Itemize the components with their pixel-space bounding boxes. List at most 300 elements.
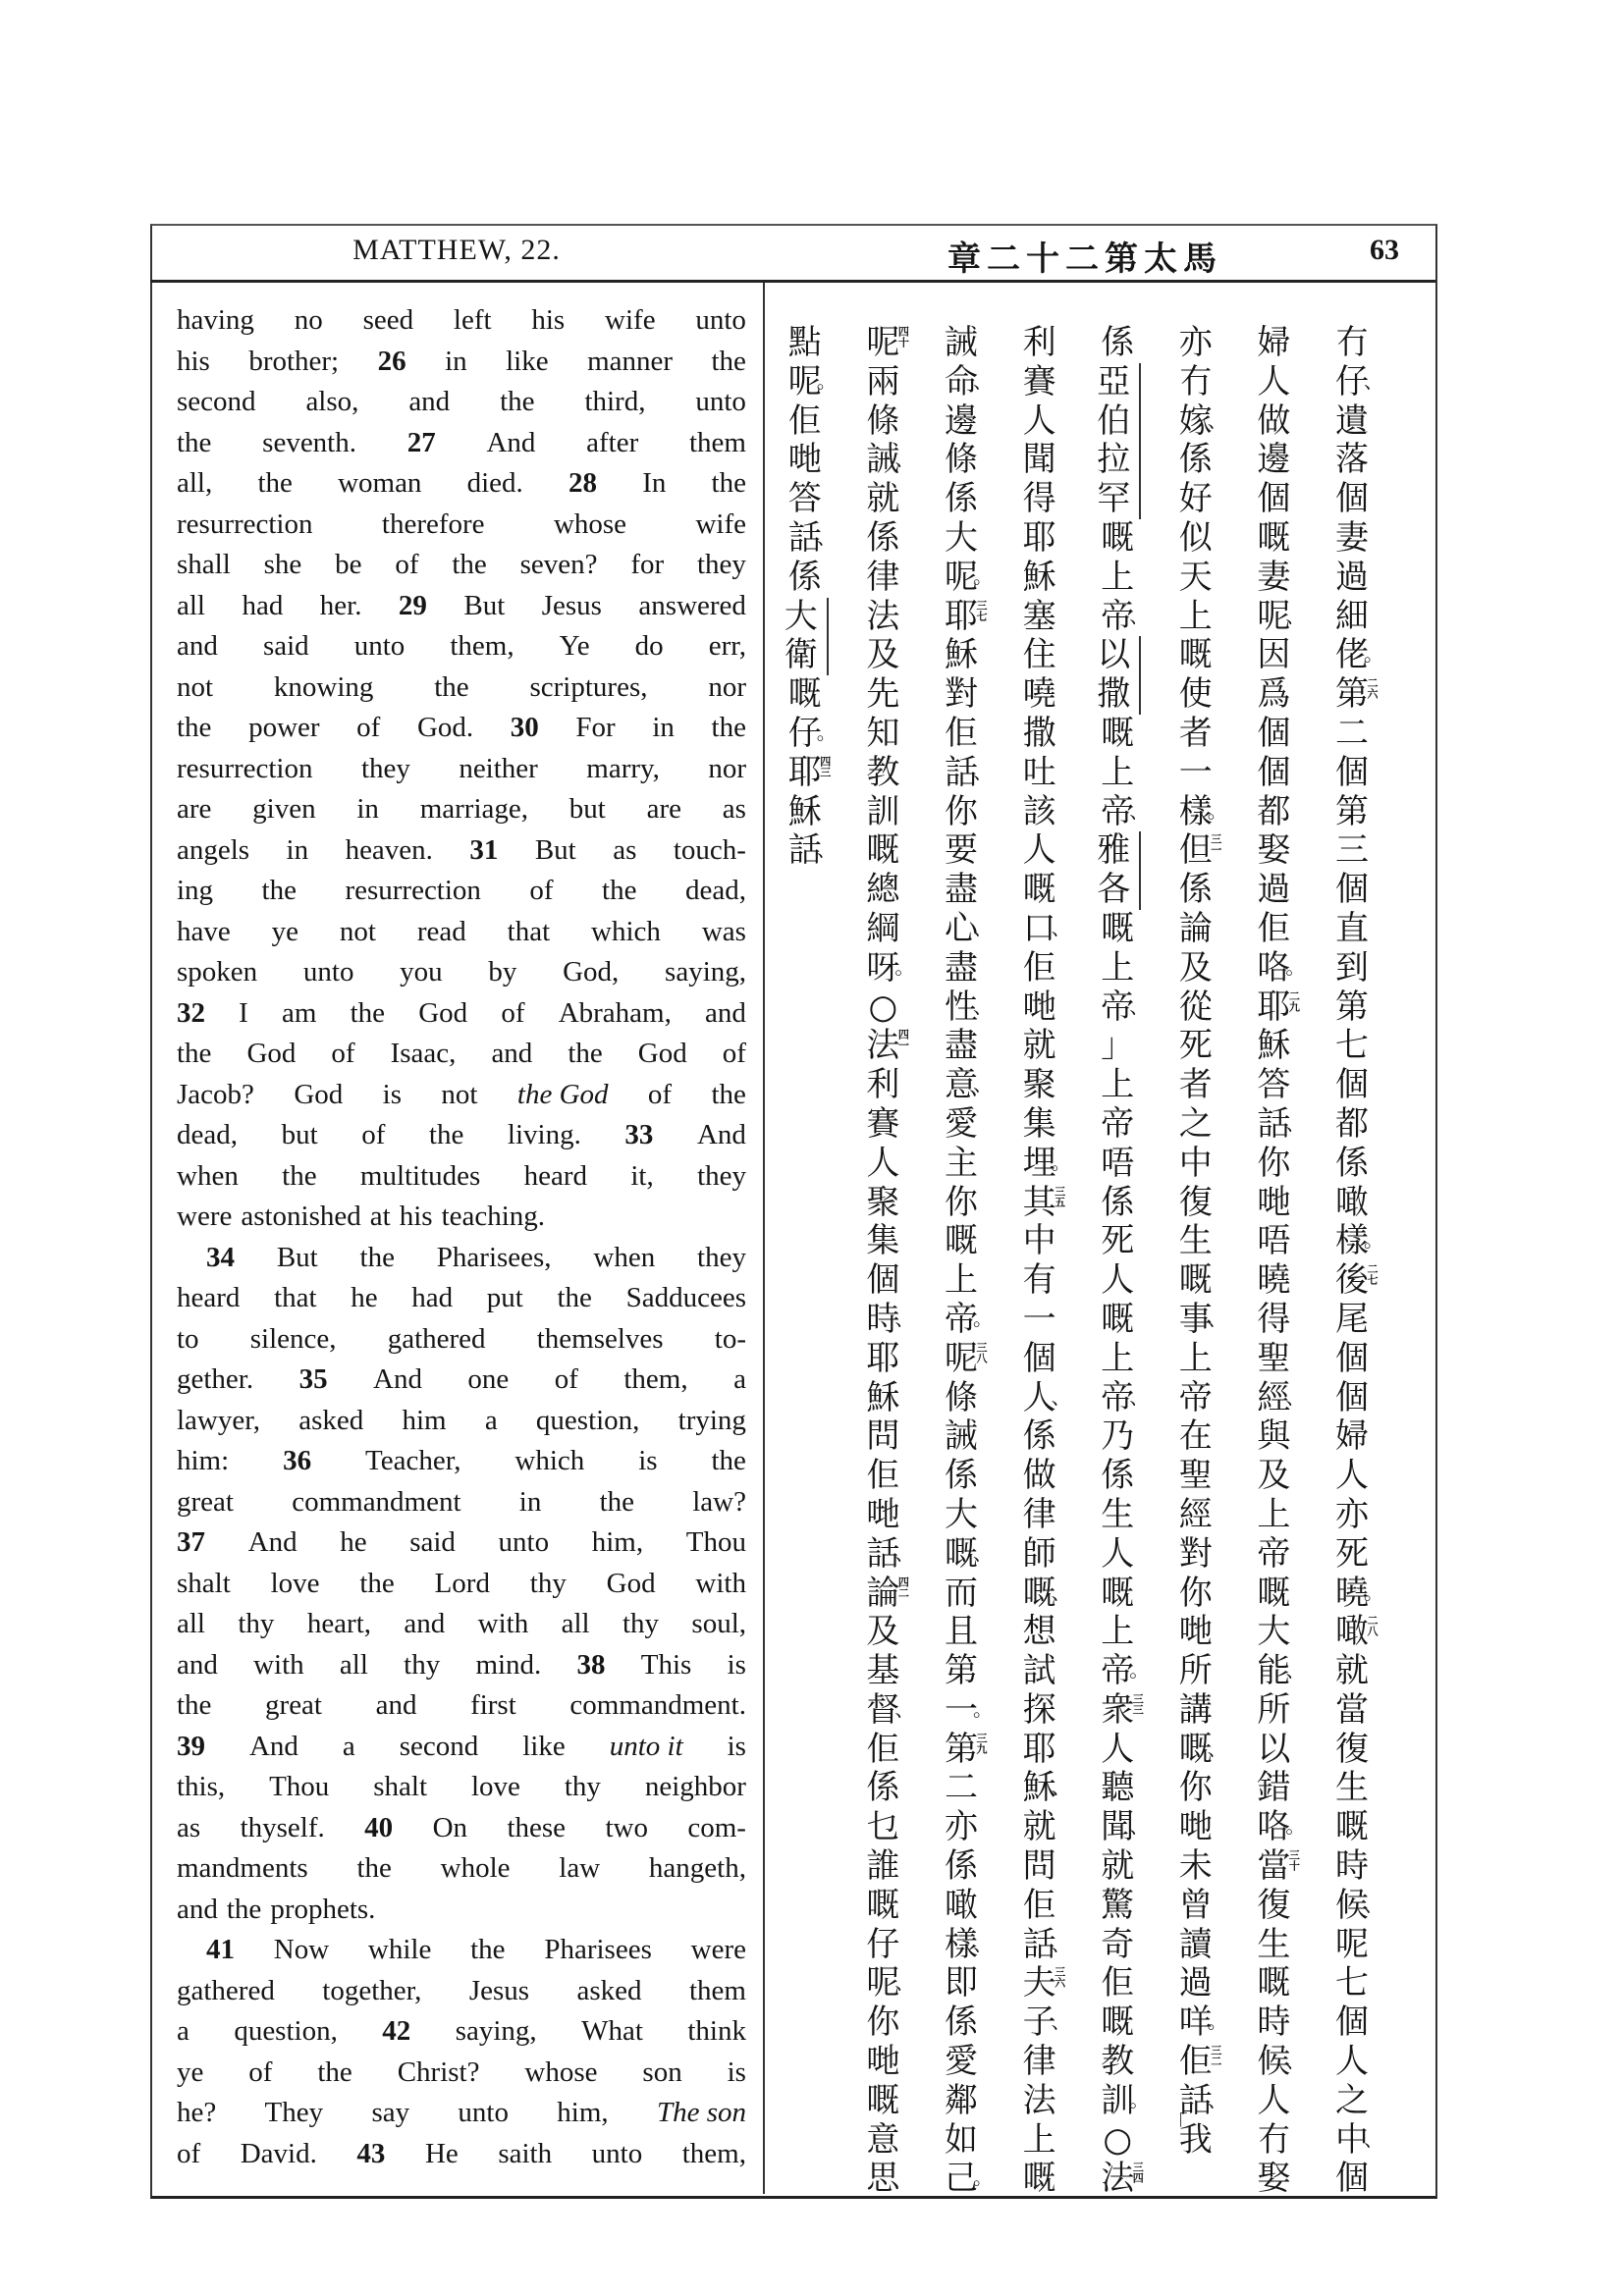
chinese-char: 吐	[1022, 752, 1056, 792]
chinese-char: 」	[1101, 1026, 1135, 1066]
word: dead,	[684, 875, 746, 906]
chinese-char: 就	[1022, 1807, 1056, 1847]
chinese-char: 答	[787, 479, 822, 519]
chinese-char: 嘅	[1178, 1260, 1213, 1301]
verse-number: 29	[398, 589, 427, 621]
word: I	[239, 996, 248, 1029]
word: him:	[177, 1445, 230, 1476]
chinese-char: 總	[866, 870, 900, 910]
punctuation: 、	[1129, 993, 1150, 1018]
chinese-char: 其 三五	[1022, 1182, 1066, 1222]
chinese-char: 你	[1257, 1143, 1291, 1183]
chinese-char: 教	[866, 752, 900, 792]
chinese-char: 係	[945, 1846, 978, 1887]
verse-number: 28	[568, 467, 597, 499]
word: second	[399, 1730, 479, 1762]
chinese-char: 個	[1335, 1338, 1369, 1378]
word: not	[177, 670, 214, 703]
chinese-char: 帝 、	[1101, 596, 1150, 636]
word: had	[411, 1282, 454, 1313]
chinese-char: 第	[1335, 791, 1369, 831]
text-line	[177, 1890, 746, 1931]
word: seed	[362, 304, 414, 336]
chinese-char: 呢 、	[1257, 596, 1306, 636]
chinese-char: 二	[945, 1768, 978, 1808]
chinese-char: 鄰	[945, 2080, 978, 2120]
word: Thou	[685, 1526, 746, 1558]
word: asked	[576, 1974, 642, 2006]
chinese-char: 先	[866, 674, 900, 715]
word: of	[554, 1363, 578, 1395]
chinese-char: 條	[866, 400, 900, 441]
chinese-char: 及	[866, 635, 900, 675]
chinese-char: 未	[1178, 1846, 1213, 1887]
chinese-char: 過	[1257, 870, 1291, 910]
chinese-char: 人	[1335, 2042, 1369, 2082]
word: them,	[623, 1363, 688, 1395]
word: love	[470, 1771, 520, 1802]
text-line	[177, 912, 746, 953]
punctuation: 、	[973, 915, 993, 939]
word: the	[317, 2056, 352, 2088]
word: and	[404, 1608, 446, 1639]
word: woman	[338, 467, 422, 499]
word: and	[177, 630, 218, 662]
proper-name-char: 大	[776, 598, 829, 637]
chinese-char: 生	[1335, 1768, 1369, 1808]
punctuation: 、	[1051, 1775, 1071, 1799]
chinese-char: ○	[1103, 2119, 1133, 2160]
word: as	[722, 793, 746, 825]
word: all,	[177, 467, 213, 499]
word: no	[294, 304, 323, 336]
text-line	[177, 2093, 746, 2134]
text-line	[177, 1727, 746, 1768]
word: But	[534, 833, 576, 866]
chinese-char: 噉 二八	[1335, 1612, 1379, 1652]
chinese-char: 誡	[945, 323, 978, 362]
chinese-char: 在	[1178, 1416, 1213, 1457]
word: the	[261, 875, 297, 906]
chinese-char: 講	[1178, 1689, 1213, 1730]
punctuation: 、	[973, 368, 993, 393]
chinese-char: 知	[866, 713, 900, 753]
chinese-char: 佢	[787, 400, 822, 441]
chinese-char: 唔	[1101, 1143, 1135, 1183]
word: They	[264, 2097, 324, 2128]
verse-number: 二九	[1287, 989, 1301, 1012]
chinese-char: 佢	[1022, 947, 1056, 988]
text-line	[177, 342, 746, 383]
chinese-char: 你	[1178, 1768, 1213, 1808]
chinese-char: 聖	[1178, 1456, 1213, 1496]
chinese-column	[1166, 324, 1225, 2160]
chinese-char: 佬 。	[1335, 635, 1383, 675]
chinese-char: 話 、	[787, 830, 837, 871]
chinese-char: 嘅	[1101, 2002, 1135, 2043]
chinese-char: 仔 、	[1335, 361, 1383, 401]
chinese-column	[932, 324, 991, 2199]
chinese-char: 讀	[1178, 1924, 1213, 1964]
word: not	[339, 915, 376, 947]
chinese-char: 哋	[866, 2042, 900, 2082]
punctuation: 、	[973, 1540, 993, 1565]
word: Abraham,	[558, 996, 672, 1029]
word: nor	[708, 752, 746, 784]
chinese-char: 法	[866, 596, 900, 636]
chinese-char: 死	[1101, 1221, 1135, 1261]
verse-number: 三八	[975, 1341, 988, 1363]
chinese-column	[1088, 323, 1150, 2199]
word: them	[688, 1974, 746, 2006]
chinese-char: 妻	[1335, 517, 1369, 558]
word: and	[177, 1648, 218, 1681]
word: spoken	[177, 956, 258, 988]
chinese-char: 經 、	[1257, 1377, 1306, 1417]
chinese-char: 對	[945, 674, 978, 715]
punctuation: 、	[894, 1696, 915, 1721]
word: she	[263, 549, 302, 580]
punctuation: 、	[1207, 1735, 1227, 1760]
text-line	[177, 1034, 746, 1075]
chinese-char: 話 、	[787, 517, 837, 558]
chinese-char: 驚	[1101, 1885, 1135, 1925]
chinese-char: 上	[1101, 1612, 1135, 1652]
chinese-char: 衆 三三	[1101, 1689, 1145, 1730]
word: like	[506, 345, 549, 377]
chinese-char: 嘅	[1022, 2159, 1056, 2199]
word: the	[359, 1567, 395, 1599]
word: soul,	[691, 1608, 746, 1639]
chinese-char: 係	[1335, 1143, 1369, 1183]
text-line	[177, 626, 746, 667]
chinese-char: 者	[1178, 1065, 1213, 1105]
chinese-char: 命 、	[945, 361, 993, 401]
word: with	[253, 1648, 304, 1681]
word: they	[697, 1241, 746, 1273]
word: am	[282, 996, 317, 1029]
chinese-char: 哋	[1178, 1807, 1213, 1847]
word: God	[294, 1078, 344, 1110]
chinese-char: 哋	[1178, 1612, 1213, 1652]
text-line	[177, 2134, 746, 2175]
word: gathered	[387, 1322, 486, 1355]
word: wife	[605, 304, 656, 336]
proper-name-char: 亞	[1088, 363, 1141, 402]
word: the	[500, 386, 535, 417]
word: com-	[687, 1811, 746, 1843]
chinese-char: 大	[945, 1494, 978, 1534]
chinese-char: 個	[866, 1260, 900, 1301]
chinese-char: 七	[1335, 1963, 1369, 2003]
text-line	[177, 1848, 746, 1890]
chinese-char: 基	[866, 1651, 900, 1691]
word: the	[470, 1934, 506, 1965]
chinese-char: 上	[1178, 596, 1213, 636]
word: two	[605, 1811, 648, 1843]
word: unto	[498, 1526, 550, 1558]
word: heard	[177, 1282, 241, 1313]
page-number: 63	[1370, 234, 1399, 266]
chinese-char: 都	[1335, 1103, 1369, 1144]
word: but	[281, 1119, 318, 1150]
word: On	[432, 1811, 468, 1843]
text-line	[177, 1319, 746, 1361]
chinese-char: 就	[1101, 1846, 1135, 1887]
chinese-char: 做	[1257, 400, 1291, 441]
chinese-char: 曾	[1178, 1885, 1213, 1925]
word: the	[226, 1893, 262, 1925]
punctuation: 、	[1051, 915, 1071, 939]
punctuation: 、	[1207, 407, 1227, 432]
chinese-char: 督 、	[866, 1689, 915, 1730]
chinese-char: 集	[1022, 1103, 1056, 1144]
chinese-char: 帝 、	[1101, 1377, 1150, 1417]
chinese-char: 你	[945, 791, 978, 831]
word: Jacob?	[177, 1078, 254, 1110]
chinese-char: 係	[1101, 323, 1135, 362]
chinese-char: 冇	[1335, 323, 1369, 362]
word: lawyer,	[177, 1404, 260, 1436]
word: of	[647, 1078, 673, 1110]
chinese-char: 呢 。	[945, 557, 993, 597]
chinese-char: 上	[1101, 947, 1135, 988]
chinese-char: 話 、	[1178, 2080, 1227, 2120]
chinese-char: 嘅	[1101, 517, 1135, 558]
chinese-char: 生	[1101, 1494, 1135, 1534]
verse-number: 二八	[1366, 1615, 1379, 1637]
word: great	[265, 1689, 322, 1721]
chinese-char: 條	[945, 1377, 978, 1417]
word: together,	[322, 1974, 422, 2006]
verse-number: 三二	[1209, 2045, 1222, 2067]
word: And	[247, 1526, 298, 1558]
chinese-char: 帝 、	[1101, 987, 1150, 1027]
word: the	[434, 670, 469, 703]
word: David.	[240, 2137, 317, 2169]
punctuation: 、	[816, 837, 837, 862]
chinese-char: 個	[1257, 479, 1291, 519]
punctuation: 。	[816, 720, 837, 744]
word: the	[568, 1038, 603, 1069]
chinese-char: 係	[945, 479, 978, 519]
verse-number: 30	[510, 712, 539, 743]
chinese-char: 第 二六	[1335, 674, 1379, 715]
chinese-char: 使	[1178, 674, 1213, 715]
word: mandments	[177, 1852, 308, 1884]
word: Jesus	[468, 1974, 530, 2006]
proper-name-char: 雅	[1088, 831, 1141, 871]
punctuation: 、	[973, 1072, 993, 1096]
chinese-char: 第	[945, 1651, 978, 1691]
word: when	[593, 1241, 656, 1273]
word: thy	[622, 1608, 660, 1639]
chinese-char: 上	[1257, 1494, 1291, 1534]
chinese-char: 帝	[1101, 1103, 1135, 1144]
chinese-char: 第	[1335, 987, 1369, 1027]
punctuation: 、	[973, 993, 993, 1018]
chinese-char: 你	[945, 1182, 978, 1222]
punctuation: 、	[1364, 368, 1383, 393]
text-line	[177, 952, 746, 993]
chinese-char: 埋 。	[1022, 1143, 1071, 1183]
chinese-char: 就	[866, 479, 900, 519]
verse-number: 41	[206, 1934, 235, 1965]
chinese-char: 咯 。	[1257, 947, 1306, 988]
verse-number: 三七	[975, 599, 988, 621]
chinese-char: 人	[1022, 830, 1056, 871]
word: marry,	[586, 752, 660, 784]
quote-mark: 「	[1165, 2111, 1188, 2137]
chinese-char: 教	[1101, 2042, 1135, 2082]
chinese-char: 乃	[1101, 1416, 1135, 1457]
word: question,	[535, 1404, 640, 1436]
punctuation: 、	[1285, 1384, 1306, 1409]
verse-number: 38	[576, 1648, 606, 1681]
word: shalt	[177, 1567, 231, 1599]
word: are	[177, 793, 212, 825]
chinese-char: 係	[1178, 870, 1213, 910]
chinese-char: 子 、	[1022, 2002, 1071, 2043]
word: of	[501, 996, 525, 1029]
chinese-char: 曉	[1257, 1260, 1291, 1301]
proper-name-char: 各	[1088, 871, 1141, 910]
word: saith	[498, 2137, 553, 2169]
chinese-char: 佢 三二	[1178, 2042, 1222, 2082]
chinese-char: 誡	[945, 1416, 978, 1457]
word: This	[640, 1648, 692, 1681]
word: ye	[271, 915, 299, 947]
chinese-char: 耶 二九	[1257, 987, 1301, 1027]
punctuation: 、	[1364, 1892, 1383, 1916]
word: love	[270, 1567, 320, 1599]
chinese-char: 嘅	[866, 2080, 900, 2120]
chinese-char: 佢	[866, 1729, 900, 1769]
word: as	[613, 833, 637, 866]
word: the	[428, 1119, 464, 1150]
text-line	[177, 1604, 746, 1645]
word: the	[711, 1445, 746, 1476]
chinese-char: 死	[1335, 1533, 1369, 1574]
chinese-char: 仔	[866, 1924, 900, 1964]
chinese-char: 個	[1335, 2002, 1369, 2043]
chinese-char: 師	[1022, 1533, 1056, 1574]
chinese-char: 佢	[945, 713, 978, 753]
punctuation: 、	[1051, 2009, 1071, 2034]
chinese-char: 係	[945, 2002, 978, 2043]
chinese-char: 到	[1335, 947, 1369, 988]
chinese-char: 論 四二	[866, 1573, 910, 1613]
word: hangeth,	[648, 1852, 746, 1884]
word: his	[531, 304, 566, 336]
word: of	[529, 875, 554, 906]
text-line	[177, 2011, 746, 2053]
proper-name-char: 拉	[1088, 441, 1141, 480]
text-line	[177, 708, 746, 749]
chinese-char: 之	[1335, 2080, 1369, 2120]
punctuation: 、	[1129, 1384, 1150, 1409]
chinese-char: 即	[945, 1963, 978, 2003]
chinese-char: 撒	[1022, 713, 1056, 753]
chinese-char: 嘅	[1101, 713, 1135, 753]
chinese-char: 邊	[1257, 440, 1291, 480]
word: therefore	[381, 507, 485, 540]
word: What	[581, 2015, 643, 2047]
chinese-char: 帝 。	[1101, 1651, 1150, 1691]
word: say	[371, 2097, 410, 2128]
word: And	[696, 1119, 746, 1150]
word: when	[177, 1159, 239, 1192]
word: do	[634, 630, 664, 662]
chinese-char: 過	[1178, 1963, 1213, 2003]
text-line	[177, 871, 746, 912]
word: which	[591, 915, 661, 947]
chinese-char: 落	[1335, 440, 1369, 480]
word: great	[177, 1485, 234, 1518]
chinese-char: 三	[1335, 830, 1369, 871]
chinese-char: 話 、	[1022, 1924, 1071, 1964]
word: that	[274, 1282, 317, 1313]
word: But	[463, 589, 506, 621]
word: the	[177, 426, 212, 458]
chinese-char: 邊	[945, 400, 978, 441]
chinese-char: 人	[1335, 1456, 1369, 1496]
text-line	[177, 1278, 746, 1319]
chinese-char: 愛	[945, 2042, 978, 2082]
punctuation: 、	[1207, 1306, 1227, 1330]
chinese-char: 人	[1101, 1729, 1135, 1769]
chinese-char: 冇	[1178, 361, 1213, 401]
word: be	[335, 549, 362, 580]
word: all	[177, 1608, 205, 1639]
chinese-char: 嘅	[866, 830, 900, 871]
chinese-char: 有	[1022, 1260, 1056, 1301]
word: of	[248, 2056, 273, 2088]
text-line	[177, 1360, 746, 1401]
chinese-char: 盡	[945, 947, 978, 988]
chinese-char: 中	[1022, 1221, 1056, 1261]
chinese-char: 唔	[1257, 1221, 1291, 1261]
verse-number: 43	[356, 2137, 386, 2169]
chinese-char: 係	[866, 517, 900, 558]
verse-number: 三四	[1131, 2162, 1145, 2184]
chinese-char: 佢	[1101, 1963, 1135, 2003]
text-line	[177, 300, 746, 342]
chinese-char: 愛	[945, 1103, 978, 1144]
punctuation: 、	[1285, 2049, 1306, 2073]
text-line	[177, 1482, 746, 1523]
word: to	[177, 1322, 199, 1355]
chinese-char: 盡	[945, 1026, 978, 1066]
chinese-char: 訓	[866, 791, 900, 831]
verse-number: 26	[377, 345, 406, 377]
chinese-char: 死	[1178, 1026, 1213, 1066]
punctuation: 。	[1364, 1228, 1383, 1253]
text-line	[177, 545, 746, 586]
chinese-char: 法 三四	[1101, 2159, 1145, 2199]
chinese-char: 綱	[866, 908, 900, 948]
word: the	[452, 549, 487, 580]
chinese-char: 復	[1178, 1182, 1213, 1222]
word: the	[177, 712, 212, 743]
word: unto	[458, 2097, 509, 2128]
punctuation: 。	[1207, 2009, 1227, 2034]
chinese-char: 個	[1257, 713, 1291, 753]
word: them	[688, 426, 746, 458]
word: it,	[630, 1159, 654, 1192]
chinese-char: 係	[1022, 1416, 1056, 1457]
word: heard	[523, 1159, 588, 1192]
